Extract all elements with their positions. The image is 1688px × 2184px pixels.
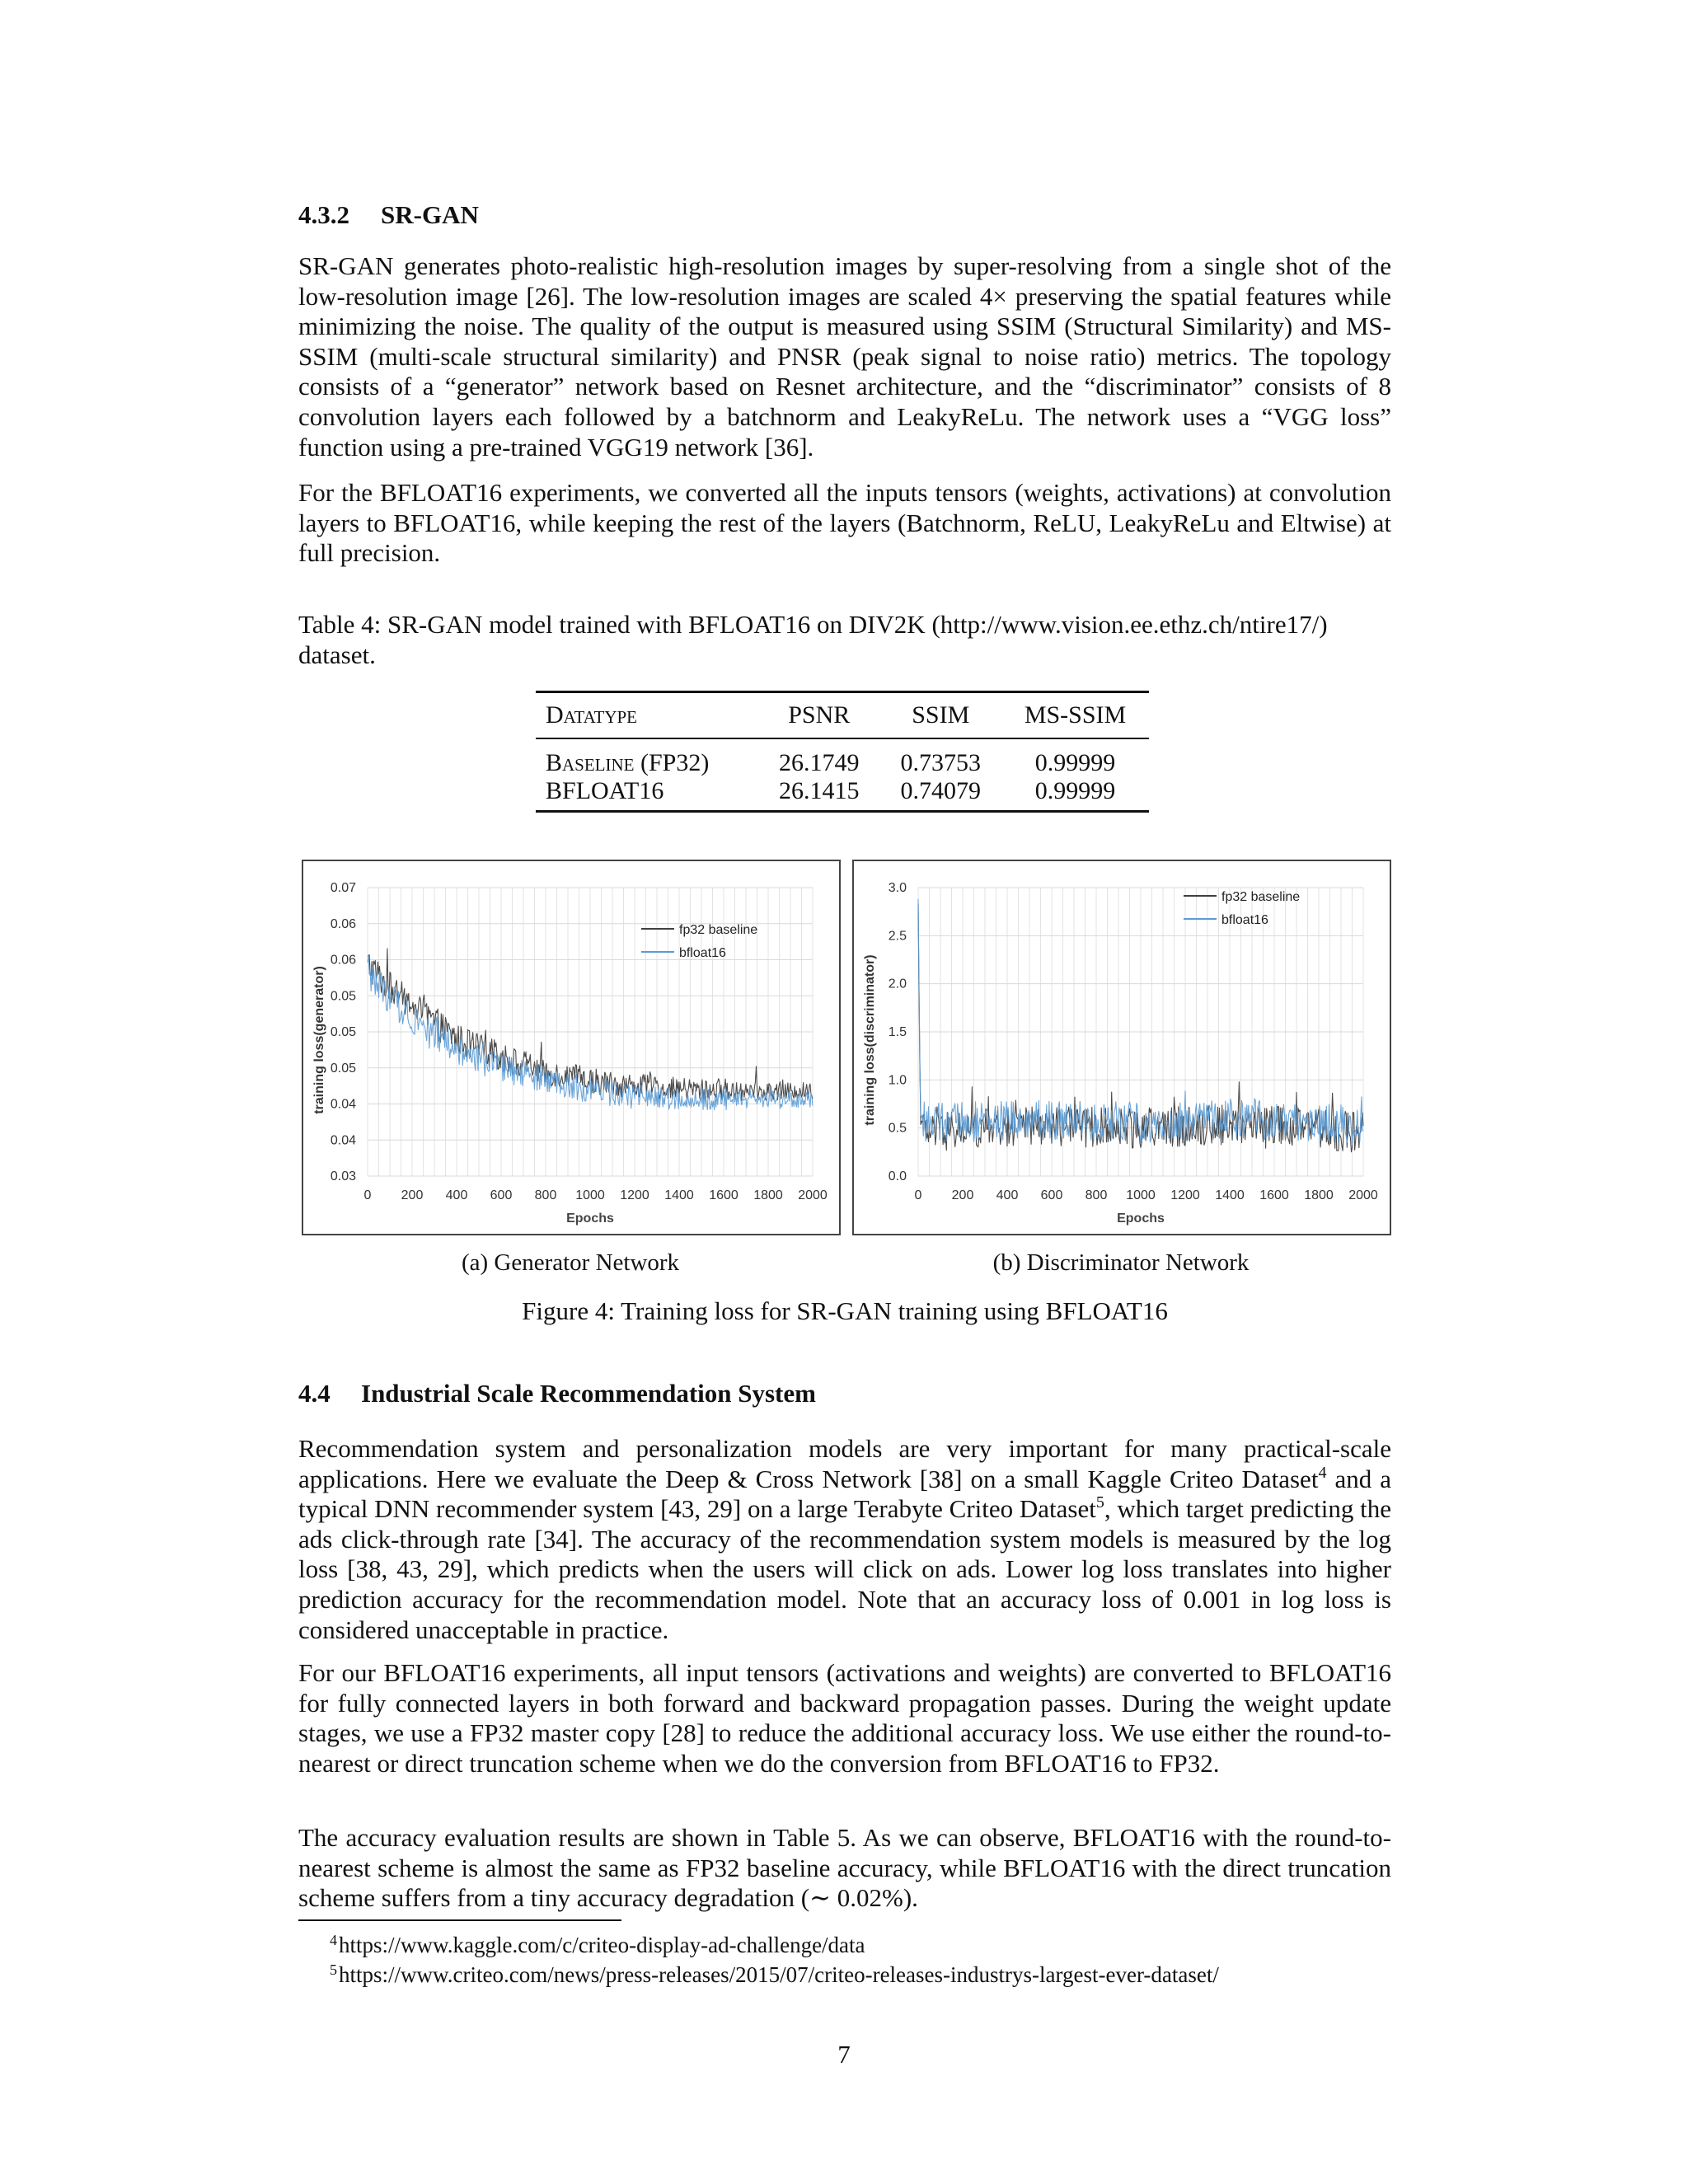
footnote-mark: 4: [330, 1932, 337, 1948]
y-tick-label: 0.04: [330, 1133, 356, 1148]
chart-gridlines: [918, 888, 1363, 1176]
x-tick-label: 1400: [664, 1188, 694, 1202]
y-tick-label: 1.0: [888, 1073, 907, 1088]
table-header-ms-ssim: MS-SSIM: [1024, 701, 1127, 729]
table-header-datatype: Datatype: [546, 701, 637, 729]
chart-legend: [641, 923, 757, 960]
table-cell: 26.1415: [778, 777, 860, 804]
y-tick-label: 2.5: [888, 929, 907, 944]
x-axis-label: Epochs: [1117, 1212, 1165, 1226]
footnote-mark: 5: [330, 1961, 337, 1978]
table-cell: 0.99999: [1034, 749, 1116, 776]
footnote-marker: 4: [1318, 1463, 1327, 1482]
chart-legend: [1184, 890, 1300, 927]
y-tick-label: 0.5: [888, 1121, 907, 1136]
x-tick-label: 1600: [1259, 1188, 1289, 1202]
section-number: 4.4: [298, 1379, 331, 1408]
section-heading-4-4: [298, 1379, 816, 1408]
table-cell: 26.1749: [778, 749, 860, 776]
table-4-caption: Table 4: SR-GAN model trained with BFLOAT16 on DIV2K (http://www.vision.ee.ethz.ch/ntire17/) dataset.: [298, 610, 1328, 669]
x-tick-label: 1000: [575, 1188, 605, 1202]
x-tick-label: 200: [951, 1188, 974, 1202]
x-tick-label: 800: [534, 1188, 557, 1202]
footnote-5: [330, 1957, 1219, 1988]
table-header-row: [536, 692, 1149, 739]
figure-4a-subcaption: (a) Generator Network: [461, 1249, 680, 1276]
y-tick-label: 0.0: [888, 1169, 907, 1183]
recsys-paragraph-1: [298, 1434, 1391, 1645]
legend-label: bfloat16: [1221, 913, 1268, 927]
subsection-title: SR-GAN: [381, 200, 479, 229]
y-tick-label: 3.0: [888, 881, 907, 895]
x-tick-label: 600: [490, 1188, 513, 1202]
y-tick-label: 0.06: [330, 916, 356, 931]
legend-label: bfloat16: [679, 946, 726, 960]
y-tick-label: 0.03: [330, 1169, 356, 1183]
y-tick-label: 0.05: [330, 1061, 356, 1076]
recsys-paragraph-2: For our BFLOAT16 experiments, all input tensors (activations and weights) are converted to BFLOAT16 for fully connected layers in both forward and backward propagation passes. During the weight update stages, we use a FP32 master copy [28] to reduce the additional accuracy loss. We use either the round-to-nearest or direct truncation scheme when we do the conversion from BFLOAT16 to FP32.: [298, 1658, 1391, 1778]
y-tick-label: 0.05: [330, 989, 356, 1004]
x-tick-label: 800: [1085, 1188, 1108, 1202]
y-tick-label: 0.05: [330, 1025, 356, 1039]
figure-4a-generator-chart: [302, 860, 841, 1235]
x-tick-label: 1800: [753, 1188, 783, 1202]
x-tick-label: 600: [1040, 1188, 1063, 1202]
figure-4b-discriminator-chart: [852, 860, 1391, 1235]
x-tick-label: 2000: [1348, 1188, 1378, 1202]
table-cell: BFLOAT16: [546, 777, 664, 804]
y-tick-label: 0.07: [330, 881, 356, 895]
table-header-psnr: PSNR: [788, 701, 851, 729]
page-number: 7: [837, 2040, 851, 2069]
x-tick-label: 1200: [620, 1188, 649, 1202]
footnote-4: [330, 1927, 865, 1958]
x-tick-label: 1400: [1215, 1188, 1245, 1202]
footnote-link[interactable]: https://www.kaggle.com/c/criteo-display-ad-challenge/data: [339, 1933, 865, 1957]
footnote-marker: 5: [1095, 1493, 1104, 1512]
srgan-paragraph-2: For the BFLOAT16 experiments, we converted all the inputs tensors (weights, activations) at convolution layers to BFLOAT16, while keeping the rest of the layers (Batchnorm, ReLU, LeakyReLu and Eltwise) at full precision.: [298, 478, 1391, 568]
footnote-rule: [298, 1919, 621, 1921]
srgan-paragraph-1: SR-GAN generates photo-realistic high-resolution images by super-resolving from a single shot of the low-resolution image [26]. The low-resolution images are scaled 4× preserving the spatial features while minimizing the noise. The quality of the output is measured using SSIM (Structural Similarity) and MS-SSIM (multi-scale structural similarity) and PNSR (peak signal to noise ratio) metrics. The topology consists of a “generator” network based on Resnet architecture, and the “discriminator” consists of 8 convolution layers each followed by a batchnorm and LeakyReLu. The network uses a “VGG loss” function using a pre-trained VGG19 network [36].: [298, 251, 1391, 462]
table-header-ssim: SSIM: [912, 701, 970, 729]
x-axis-label: Epochs: [566, 1212, 614, 1226]
x-tick-label: 400: [996, 1188, 1019, 1202]
x-tick-label: 0: [363, 1188, 372, 1202]
x-tick-label: 200: [401, 1188, 424, 1202]
y-tick-label: 0.04: [330, 1097, 356, 1112]
table-cell: 0.73753: [900, 749, 981, 776]
legend-label: fp32 baseline: [679, 923, 758, 937]
figure-4-caption: Figure 4: Training loss for SR-GAN training using BFLOAT16: [522, 1296, 1168, 1325]
legend-label: fp32 baseline: [1221, 890, 1301, 904]
x-tick-label: 1800: [1304, 1188, 1334, 1202]
footnote-link[interactable]: https://www.criteo.com/news/press-releases/2015/07/criteo-releases-industrys-largest-ever-dataset/: [339, 1962, 1219, 1987]
x-tick-label: 1000: [1126, 1188, 1156, 1202]
section-title: Industrial Scale Recommendation System: [361, 1379, 816, 1408]
x-tick-label: 2000: [798, 1188, 828, 1202]
table-cell: 0.74079: [900, 777, 981, 804]
generator-loss-chart-svg: [303, 861, 839, 1234]
y-axis-label: training loss(discriminator): [863, 954, 877, 1126]
y-tick-label: 0.06: [330, 953, 356, 968]
table-cell: 0.99999: [1034, 777, 1116, 804]
recsys-text: Recommendation system and personalization models are very important for many practical-scale applications. Here we evaluate the Deep & Cross Network [38] on a small Kaggle Criteo Dataset: [298, 1434, 1391, 1493]
figure-4b-subcaption: (b) Discriminator Network: [992, 1249, 1250, 1276]
x-tick-label: 400: [445, 1188, 468, 1202]
table-cell: Baseline (FP32): [546, 749, 710, 776]
recsys-paragraph-3: The accuracy evaluation results are shown in Table 5. As we can observe, BFLOAT16 with the round-to-nearest scheme is almost the same as FP32 baseline accuracy, while BFLOAT16 with the direct truncation scheme suffers from a tiny accuracy degradation (∼ 0.02%).: [298, 1823, 1391, 1913]
table-row: [536, 777, 1149, 812]
recsys-text: and a typical DNN recommender system [43, 29] on a large Terabyte Criteo Dataset: [298, 1464, 1391, 1524]
x-tick-label: 1200: [1170, 1188, 1200, 1202]
x-tick-label: 0: [914, 1188, 922, 1202]
table-4: [536, 691, 1149, 813]
x-tick-label: 1600: [709, 1188, 738, 1202]
subsection-heading-4-3-2: [298, 200, 479, 230]
recsys-text: , which target predicting the ads click-through rate [34]. The accuracy of the recommendation system models is measured by the log loss [38, 43, 29], which predicts when the users will click on ads. Lower log loss translates into higher prediction accuracy for the recommendation model. Note that an accuracy loss of 0.001 in log loss is considered unacceptable in practice.: [298, 1494, 1391, 1644]
y-axis-label: training loss(generator): [312, 966, 326, 1114]
y-tick-label: 1.5: [888, 1025, 907, 1039]
table-row: [536, 738, 1149, 777]
discriminator-loss-chart-svg: [854, 861, 1390, 1234]
y-tick-label: 2.0: [888, 977, 907, 991]
subsection-number: 4.3.2: [298, 200, 349, 229]
